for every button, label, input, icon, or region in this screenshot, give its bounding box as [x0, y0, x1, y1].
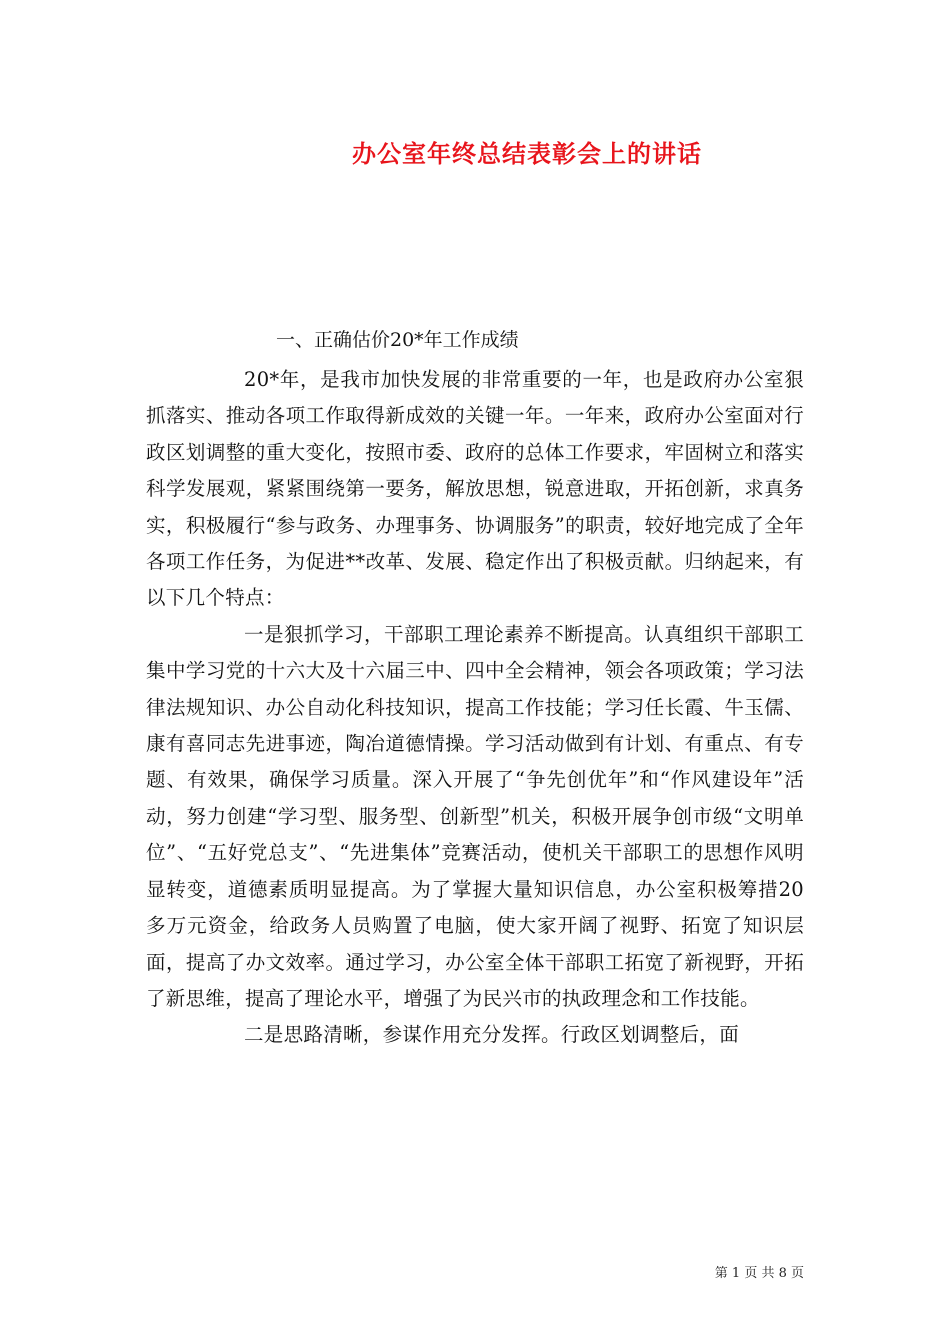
page-title: 办公室年终总结表彰会上的讲话: [352, 139, 702, 168]
paragraph-thinking: 二是思路清晰，参谋作用充分发挥。行政区划调整后，面: [244, 1023, 740, 1047]
section-heading: 一、正确估价20*年工作成绩: [276, 329, 519, 351]
page-number-footer: 第 1 页 共 8 页: [714, 1266, 804, 1281]
document-body: [146, 362, 804, 1054]
paragraph-intro: 20*年，是我市加快发展的非常重要的一年，也是政府办公室狠抓落实、推动各项工作取得新成效的关键一年。一年来，政府办公室面对行政区划调整的重大变化，按照市委、政府的总体工作要求，牢固树立和落实科学发展观，紧紧围绕第一要务，解放思想，锐意进取，开拓创新，求真务实，积极履行“参与政务、办理事务、协调服务”的职责，较好地完成了全年各项工作任务，为促进**改革、发展、稳定作出了积极贡献。归纳起来，有以下几个特点：: [146, 368, 804, 610]
paragraph-study: 一是狠抓学习，干部职工理论素养不断提高。认真组织干部职工集中学习党的十六大及十六届三中、四中全会精神，领会各项政策；学习法律法规知识、办公自动化科技知识，提高工作技能；学习任长霞、牛玉儒、康有喜同志先进事迹，陶冶道德情操。学习活动做到有计划、有重点、有专题、有效果，确保学习质量。深入开展了“争先创优年”和“作风建设年”活动，努力创建“学习型、服务型、创新型”机关，积极开展争创市级“文明单位”、“五好党总支”、“先进集体”竞赛活动，使机关干部职工的思想作风明显转变，道德素质明显提高。为了掌握大量知识信息，办公室积极筹措20多万元资金，给政务人员购置了电脑，使大家开阔了视野、拓宽了知识层面，提高了办文效率。通过学习，办公室全体干部职工拓宽了新视野，开拓了新思维，提高了理论水平，增强了为民兴市的执政理念和工作技能。: [146, 622, 804, 1010]
